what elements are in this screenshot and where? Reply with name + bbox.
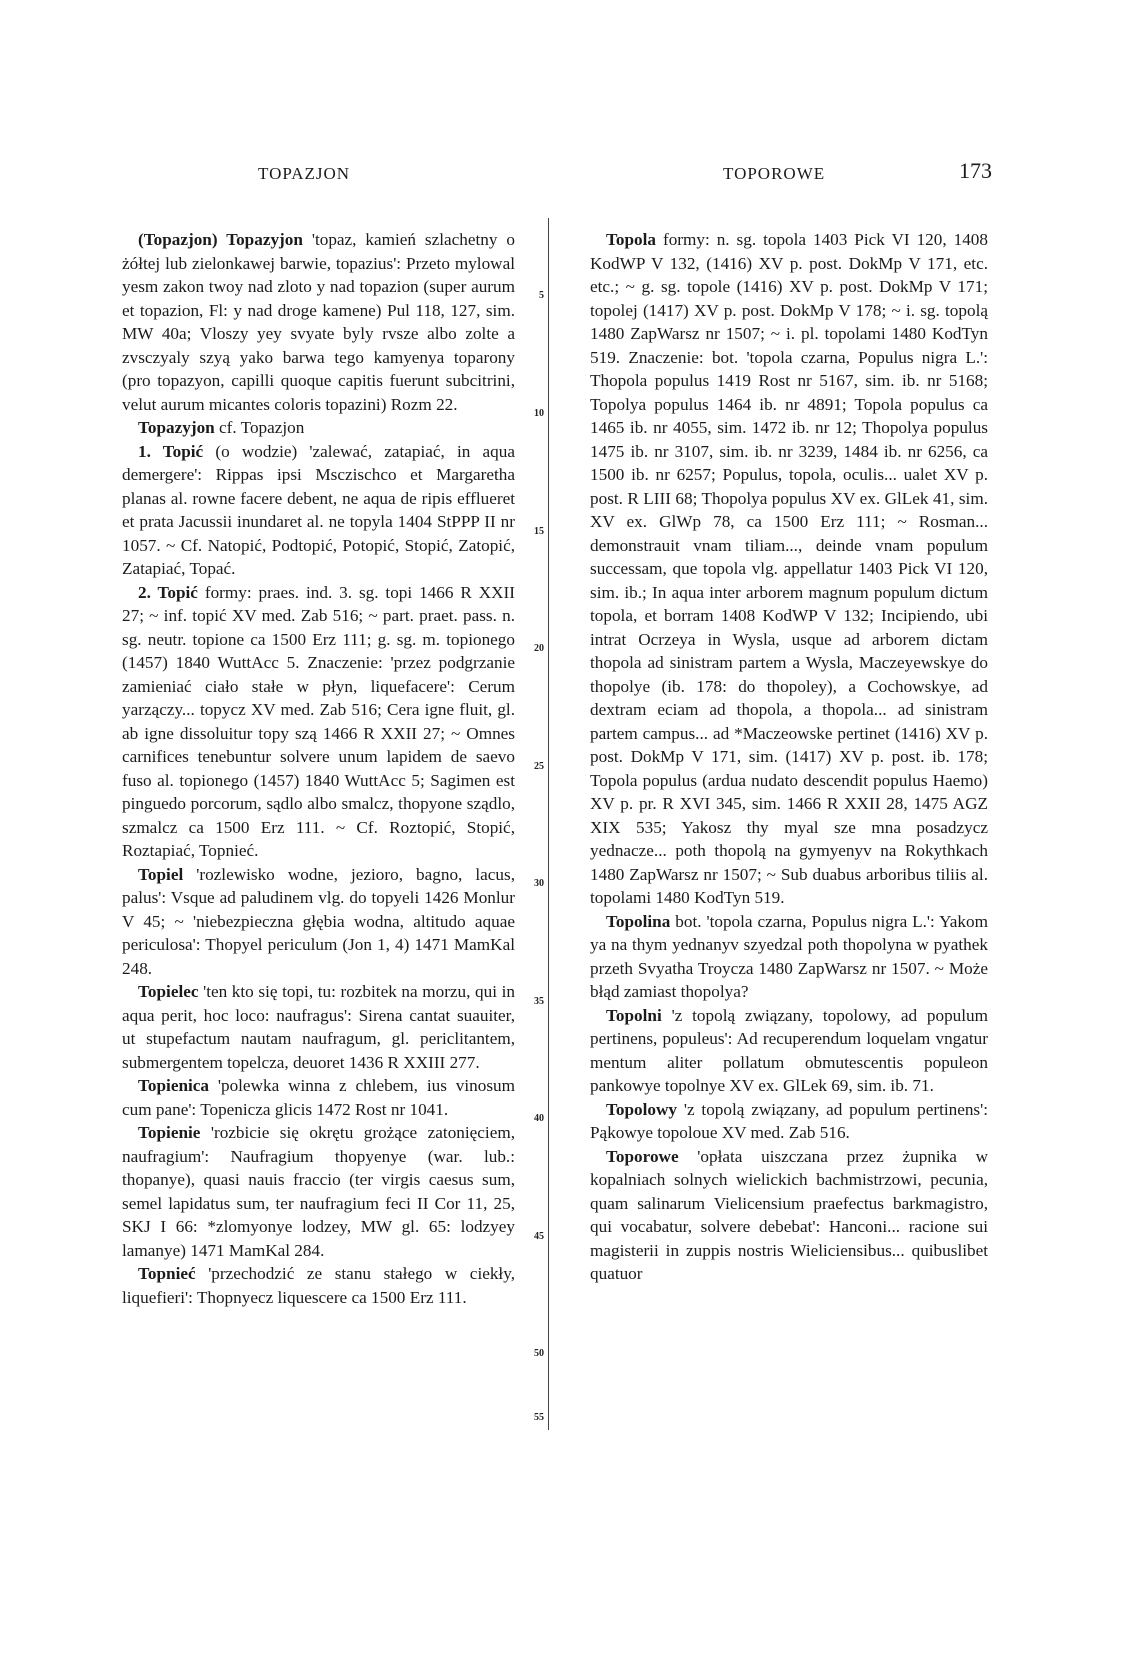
dictionary-entry	[590, 910, 988, 1004]
entry-headword: Topolni	[606, 1005, 662, 1025]
dictionary-entry	[122, 581, 515, 863]
entry-headword: (Topazjon) Topazyjon	[138, 230, 303, 249]
running-header	[118, 158, 992, 186]
header-right-catchword: TOPOROWE	[723, 164, 826, 183]
dictionary-entry	[122, 1074, 515, 1121]
dictionary-entry	[590, 1004, 988, 1098]
entry-headword: Toporowe	[606, 1146, 679, 1166]
entry-body: bot. 'topola czarna, Populus nigra L.': Yakom ya na thym yednanyv szyedzal poth thopolyna w pyathek przeth Svyatha Troycza 1480 ZapWarsz nr 1507. ~ Może błąd zamiast thopolya?	[590, 911, 988, 1001]
entry-headword: Topienie	[138, 1123, 201, 1142]
left-column	[122, 228, 515, 1309]
entry-headword: Topolina	[606, 911, 671, 931]
entry-body: 'z topolą związany, ad populum pertinens': Pąkowye topoloue XV med. Zab 516.	[590, 1099, 988, 1142]
dictionary-entry	[122, 1121, 515, 1262]
page-number: 173	[959, 158, 992, 183]
line-number: 50	[534, 1348, 544, 1359]
entry-headword: Topazyjon	[138, 418, 215, 437]
line-number: 20	[534, 643, 544, 654]
dictionary-entry	[122, 1262, 515, 1309]
entry-body: 'rozlewisko wodne, jezioro, bagno, lacus, palus': Vsque ad paludinem vlg. do topyeli 1426 Monlur V 45; ~ 'niebezpieczna głębia wodna, altitudo aquae periculosa': Thopyel periculum (Jon 1, 4) 1471 MamKal 248.	[122, 864, 515, 978]
line-number: 10	[534, 408, 544, 419]
entry-headword: Topienica	[138, 1076, 209, 1095]
entry-body: 'polewka winna z chlebem, ius vinosum cum pane': Topenicza glicis 1472 Rost nr 1041.	[122, 1076, 515, 1119]
entry-body: 'rozbicie się okrętu grożące zatonięciem, naufragium': Naufragium thopyenye (war. lub.: thopanye), quasi nauis fraccio (ter virgis caesus sum, semel lapidatus sum, ter naufragium feci II Cor 11, 25, SKJ I 66: *zlomyonye lodzey, MW gl. 65: lodzyey lamanye) 1471 MamKal 284.	[122, 1123, 515, 1260]
dictionary-entry	[590, 1098, 988, 1145]
entry-headword: Topolowy	[606, 1099, 678, 1119]
dictionary-entry	[590, 1145, 988, 1286]
line-number: 35	[534, 996, 544, 1007]
entry-headword: 2. Topić	[138, 582, 198, 602]
entry-body: (o wodzie) 'zalewać, zatapiać, in aqua demergere': Rippas ipsi Msczischco et Margaretha planas al. rowne facere debent, ne aqua de ripis efflueret et prata Jacussii inundaret al. ne topyla 1404 StPPP II nr 1057. ~ Cf. Natopić, Podtopić, Potopić, Stopić, Zatopić, Zatapiać, Topać.	[122, 441, 516, 578]
entry-headword: Topnieć	[138, 1264, 196, 1283]
entry-headword: 1. Topić	[138, 441, 204, 461]
entry-headword: Topiel	[138, 864, 184, 884]
right-column	[590, 228, 988, 1286]
dictionary-entry	[590, 228, 988, 910]
line-number: 40	[534, 1113, 544, 1124]
line-number: 25	[534, 761, 544, 772]
entry-body: 'z topolą związany, topolowy, ad populum pertinens, populeus': Ad recuperendum loquelam vngatur mentum aliter pollatum obmutescentis populeon pankowye topolnye XV ex. GlLek 69, sim. ib. 71.	[590, 1005, 988, 1095]
dictionary-entry	[122, 416, 515, 440]
entry-body: 'opłata uiszczana przez żupnika w kopalniach solnych wielickich bachmistrzowi, pecunia, quam salinarum Vielicensium praefectus barkmagistro, qui vocabatur, solvere debebat': Hanconi... racione sui magisterii in zuppis nostris Wieliciensibus... quibuslibet quatuor	[590, 1146, 988, 1283]
line-number: 15	[534, 526, 544, 537]
line-number: 5	[539, 290, 544, 301]
dictionary-entry	[122, 980, 515, 1074]
line-number: 55	[534, 1412, 544, 1423]
dictionary-entry	[122, 228, 515, 416]
entry-headword: Topola	[606, 230, 657, 249]
entry-body: formy: n. sg. topola 1403 Pick VI 120, 1408 KodWP V 132, (1416) XV p. post. DokMp V 171, etc. etc.; ~ g. sg. topole (1416) XV p. post. DokMp V 171; topolej (1417) XV p. post. DokMp V 178; ~ i. sg. topolą 1480 ZapWarsz nr 1507; ~ i. pl. topolami 1480 KodTyn 519. Znaczenie: bot. 'topola czarna, Populus nigra L.': Thopola populus 1419 Rost nr 5167, sim. ib. nr 5168; Topolya populus 1464 ib. nr 4891; Topola populus ca 1465 ib. nr 4055, sim. 1472 ib. nr 12; Thopolya populus 1475 ib. nr 3107, sim. ib. nr 3239, 1484 ib. nr 6256, ca 1500 ib. nr 6257; Populus, topola, oculis... ualet XV p. post. R LIII 68; Thopolya populus XV ex. GlLek 41, sim. XV ex. GlWp 78, ca 1500 Erz 111; ~ Rosman... demonstrauit vnam tiliam..., deinde vnam populum successam, que topola vlg. appellatur 1403 Pick VI 120, sim. ib.; In aqua inter arborem magnum populum dictum topola, et borram 1408 KodWP V 132; Incipiendo, ubi intrat Ocrzeya in Wysla, usque ad arborem dictam thopola ad sinistram partem a Wysla, Maczeyewskye do thopolye (ib. 178: do thopoley), a Cochowskye, ad dextram eciam ad thopola, a thopola... ad sinistram partem campus... ad *Maczeowske pertinet (1416) XV p. post. DokMp V 171, sim. (1417) XV p. post. ib. 178; Topola populus (ardua nudato descendit populus Haemo) XV p. pr. R XVI 345, sim. 1466 R XXII 28, 1475 AGZ XIX 535; Yakosz thy myal sze mna posadzycz yednacze... poth thopolą na gymyenyv na Rokythkach 1480 ZapWarsz nr 1507; ~ Sub duabus arboribus tiliis al. topolami 1480 KodTyn 519.	[590, 230, 988, 907]
dictionary-entry	[122, 863, 515, 981]
entry-body: 'ten kto się topi, tu: rozbitek na morzu, qui in aqua perit, hoc loco: naufragus': Sirena cantat suauiter, ut stupefactum nautam naufragum, gl. periclitantem, submergentem topelcza, deuoret 1436 R XXIII 277.	[122, 982, 515, 1072]
line-number: 30	[534, 878, 544, 889]
header-left-catchword: TOPAZJON	[258, 164, 351, 183]
entry-body: 'przechodzić ze stanu stałego w ciekły, liquefieri': Thopnyecz liquescere ca 1500 Erz 111.	[122, 1264, 515, 1307]
entry-body: cf. Topazjon	[214, 418, 305, 437]
dictionary-entry	[122, 440, 515, 581]
entry-body: formy: praes. ind. 3. sg. topi 1466 R XXII 27; ~ inf. topić XV med. Zab 516; ~ part. praet. pass. n. sg. neutr. topione ca 1500 Erz 111; g. sg. m. topionego (1457) 1840 WuttAcc 5. Znaczenie: 'przez podgrzanie zamieniać ciało stałe w płyn, liquefacere': Cerum yarzączy... topycz XV med. Zab 516; Cera igne fluit, gl. ab igne dissoluitur topy szą 1466 R XXII 27; ~ Omnes carnifices tenebuntur solvere unum lapidem de saevo fuso al. topionego (1457) 1840 WuttAcc 5; Sagimen est pinguedo porcorum, sądlo albo smalcz, thopyone sządlo, szmalcz ca 1500 Erz 111. ~ Cf. Roztopić, Stopić, Roztapiać, Topnieć.	[122, 582, 515, 860]
entry-headword: Topielec	[138, 982, 199, 1001]
entry-body: 'topaz, kamień szlachetny o żółtej lub zielonkawej barwie, topazius': Przeto mylowal yesm zakon twoy nad zloto y nad topazion (super aurum et topazion, Fl: y nad droge kamene) Pul 118, 127, sim. MW 40a; Vloszy yey svyate byly rvsze albo zolte a zvsczyaly szyą yako barwa tego kamyenya toparony (pro topazyon, capilli quoque capitis fuerunt subcitrini, velut aurum micantes coloris topazini) Rozm 22.	[122, 230, 515, 414]
line-number: 45	[534, 1231, 544, 1242]
column-divider	[548, 218, 549, 1430]
